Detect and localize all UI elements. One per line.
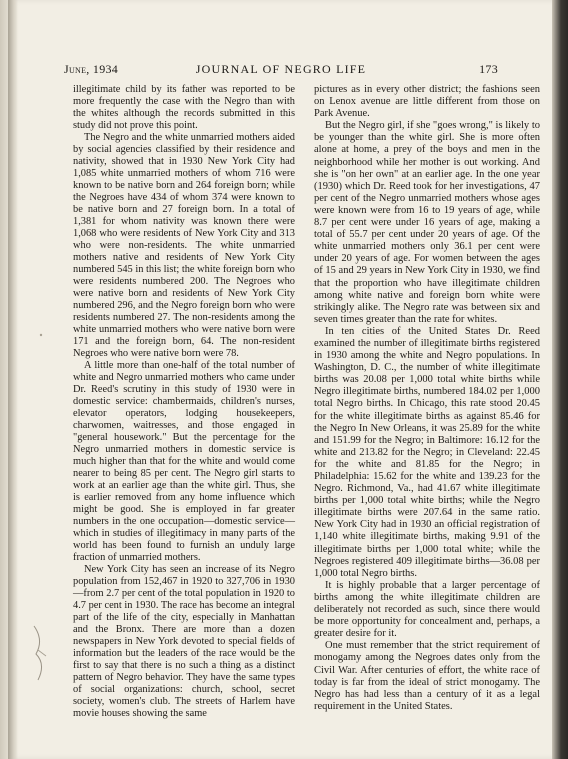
paragraph: New York City has seen an increase of its Negro population from 152,467 in 1920 to 327,706 in 1930—from 2.7 per cent of the total population in 1920 to 4.7 per cent in 1930. The race has become an integral part of the life of the city, especially in Manhattan and the Bronx. There are more than a dozen newspapers in New York devoted to special fields of information but the leaders of the race would be the first to say that there is no such a thing as a distinct pattern of Negro behavior. They have the same types of social organizations: church, school, secret society, women's club. The streets of Harlem have movie houses showing the same xyxy=(73,564,295,719)
journal-title: JOURNAL OF NEGRO LIFE xyxy=(195,62,367,76)
paragraph: The Negro and the white unmarried mothers aided by social agencies classified by their residence and nativity, showed that in 1930 New York City had 1,085 white unmarried mothers of whom 716 were known to be native born and 264 foreign born; while the Negroes have 434 of whom 374 were known to be native born and 27 foreign born. In a total of 1,381 for whom nativity was known there were 1,068 who were residents of New York City and 313 who were non-residents. The white unmarried mothers native and residents of New York City numbered 545 in this list; the white foreign born who were residents numbered 200. The Negroes who were native born and residents of New York City numbered 296, and the Negro foreign born who were residents numbered 27. The non-residents among the white unmarried mothers who were native born were 171 and the foreign born, 64. The non-resident Negroes who were native born were 78. xyxy=(73,132,295,359)
page-number: 173 xyxy=(479,62,498,76)
page-edge-shadow xyxy=(552,0,568,759)
pencil-margin-mark-icon xyxy=(30,620,52,690)
paragraph: pictures as in every other district; the fashions seen on Lenox avenue are little different from those on Park Avenue. xyxy=(314,84,540,120)
right-column xyxy=(314,84,540,713)
journal-page xyxy=(8,0,552,759)
left-column xyxy=(73,84,295,720)
running-header xyxy=(64,62,498,78)
paragraph: It is highly probable that a larger percentage of births among the white illegitimate children are deliberately not recorded as such, since there would be more opportunity for concealment and, perhaps, a greater desire for it. xyxy=(314,579,540,640)
paragraph: But the Negro girl, if she "goes wrong," is likely to be younger than the white girl. She is more often alone at home, a prey of the boys and men in the neighborhood while her mother is out working. And she is "on her own" at an earlier age. In the one year (1930) which Dr. Reed took for her investigations, 47 per cent of the Negro unmarried mothers whose ages were known were from 16 to 19 years of age, while 8.7 per cent were under 16 years of age, making a total of 55.7 per cent under 20 years of age. Of the white unmarried mothers only 36.1 per cent were under 20 years of age. For women between the ages of 15 and 29 years in New York City in 1930, we find that the proportion who have illegitimate children among white native and foreign born white were strikingly alike. The Negro rate was between six and seven times greater than the rate for whites. xyxy=(314,120,540,325)
issue-date: June, 1934 xyxy=(64,62,119,76)
paragraph: In ten cities of the United States Dr. Reed examined the number of illegitimate births registered in 1930 among the white and Negro populations. In Washington, D. C., the number of white illegitimate births was 20.08 per 1,000 total white births while Negro illegitimate births, numbered 184.02 per 1,000 total Negro births. In Chicago, this rate stood 20.45 for the white illegitimate births as against 85.46 for the Negro In New Orleans, it was 25.89 for the white and 151.99 for the Negro; in Baltimore: 16.12 for the white and 213.82 for the Negro; in Cleveland: 22.45 for the white and 81.85 for the Negro; in Philadelphia: 15.62 for the white and 139.23 for the Negro. Richmond, Va., had 41.67 white illegitimate births per 1,000 total white births; while the Negro illegitimate births were 207.64 in the same ratio. New York City had in 1930 an official registration of 1,140 white illegitimate births, making 9.91 of the illegitimate births per 1,000 total white; while the Negroes registered 409 illegitimate births—36.08 per 1,000 total Negro births. xyxy=(314,325,540,579)
paragraph: illegitimate child by its father was reported to be more frequently the case with the Negro than with the whites although the records submitted in this study did not prove this point. xyxy=(73,84,295,131)
binding-gutter xyxy=(8,0,18,759)
paragraph: A little more than one-half of the total number of white and Negro unmarried mothers who came under Dr. Reed's scrutiny in this study of 1930 were in domestic service: chambermaids, children's nurses, elevator operators, lodging housekeepers, charwomen, waitresses, and those engaged in "general housework." But the percentage for the Negro unmarried mothers in domestic service is much higher than that for the white and would come nearer to being 85 per cent. The Negro girl starts to work at an earlier age than the white girl. Thus, she is earlier removed from any home influence which might be good. She is employed in far greater numbers in the one occupation—domestic service—which in studies of illegitimacy in many parts of the world has been found to furnish an unduly large fraction of unmarried mothers. xyxy=(73,360,295,563)
paragraph: One must remember that the strict requirement of monogamy among the Negroes dates only from the Civil War. After centuries of effort, the white race of today is far from the ideal of strict monogamy. The Negro has had less than a century of it as a legal requirement in the United States. xyxy=(314,640,540,712)
margin-dot-icon xyxy=(36,330,46,340)
